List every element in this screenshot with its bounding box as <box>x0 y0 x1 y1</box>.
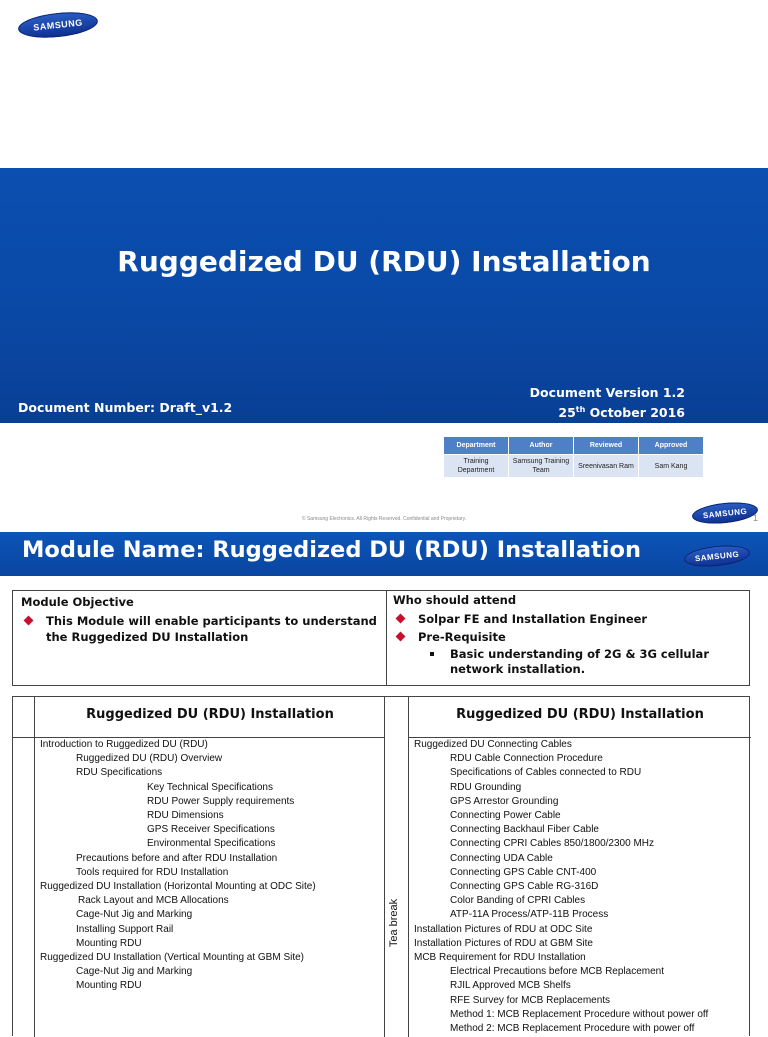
module-objective <box>21 595 381 647</box>
document-number: Document Number: Draft_v1.2 <box>18 400 233 415</box>
list-item: Mounting RDU <box>76 937 142 949</box>
list-item: RDU Cable Connection Procedure <box>450 753 603 765</box>
list-item: Ruggedized DU Installation (Horizontal Mounting at ODC Site) <box>40 881 316 893</box>
approval-header-reviewed: Reviewed <box>574 437 639 455</box>
contents-heading-right: Ruggedized DU (RDU) Installation <box>456 707 704 722</box>
table-divider <box>408 697 409 1037</box>
approval-header-approved: Approved <box>639 437 704 455</box>
attend-heading: Who should attend <box>393 593 517 607</box>
list-item: Connecting GPS Cable RG-316D <box>450 881 599 893</box>
list-item: Installation Pictures of RDU at GBM Site <box>414 937 593 949</box>
list-item: Specifications of Cables connected to RDU <box>450 767 642 779</box>
list-item: GPS Receiver Specifications <box>147 824 275 836</box>
list-item: Connecting UDA Cable <box>450 852 553 864</box>
list-item: RJIL Approved MCB Shelfs <box>450 980 571 992</box>
samsung-logo-header: SAMSUNG <box>683 543 751 570</box>
list-item: Installation Pictures of RDU at ODC Site <box>414 923 593 935</box>
list-item: Connecting GPS Cable CNT-400 <box>450 866 597 878</box>
objective-bullet: This Module will enable participants to understand the Ruggedized DU Installation <box>21 613 381 645</box>
module-title: Module Name: Ruggedized DU (RDU) Installation <box>22 537 641 563</box>
list-item: Environmental Specifications <box>147 838 276 850</box>
attend-bullet: Solpar FE and Installation Engineer <box>393 611 743 627</box>
table-divider <box>34 697 35 1037</box>
list-item: MCB Requirement for RDU Installation <box>414 952 586 964</box>
list-item: Cage-Nut Jig and Marking <box>76 966 193 978</box>
diamond-bullet-icon <box>396 632 406 642</box>
samsung-logo: SAMSUNG <box>17 9 99 41</box>
list-item: Installing Support Rail <box>76 923 174 935</box>
objective-box <box>12 590 750 686</box>
list-item: RDU Specifications <box>76 767 163 779</box>
list-item: Method 1: MCB Replacement Procedure without power off <box>450 1008 709 1020</box>
approval-cell-approved: Sam Kang <box>639 455 704 478</box>
list-item: Key Technical Specifications <box>147 781 273 793</box>
list-item: Color Banding of CPRI Cables <box>450 895 586 907</box>
diamond-bullet-icon <box>24 616 34 626</box>
list-item: RFE Survey for MCB Replacements <box>450 994 611 1006</box>
list-item: RDU Power Supply requirements <box>147 795 295 807</box>
prerequisite-item: Basic understanding of 2G & 3G cellular network installation. <box>393 647 743 677</box>
list-item: Tools required for RDU Installation <box>76 866 229 878</box>
document-date: 25th October 2016 <box>558 405 685 421</box>
list-item: Connecting Power Cable <box>450 810 561 822</box>
module-header <box>0 532 768 576</box>
list-item: Cage-Nut Jig and Marking <box>76 909 193 921</box>
document-version: Document Version 1.2 <box>529 385 685 400</box>
approval-cell-reviewed: Sreenivasan Ram <box>574 455 639 478</box>
list-item: GPS Arrestor Grounding <box>450 795 559 807</box>
approval-cell-department: Training Department <box>444 455 509 478</box>
page-number: 1 <box>753 513 759 523</box>
table-divider <box>384 697 385 1037</box>
list-item: Ruggedized DU (RDU) Overview <box>76 753 223 765</box>
column-divider <box>386 591 387 685</box>
list-item: Ruggedized DU Installation (Vertical Mounting at GBM Site) <box>40 952 305 964</box>
approval-header-author: Author <box>509 437 574 455</box>
module-slide <box>0 532 768 1035</box>
samsung-logo-footer: SAMSUNG <box>691 500 759 527</box>
copyright-text: © Samsung Electronics. All Rights Reserved. Confidential and Proprietary. <box>301 516 467 522</box>
approval-table <box>443 436 704 478</box>
slide-title: Ruggedized DU (RDU) Installation <box>117 245 651 278</box>
list-item: RDU Dimensions <box>147 810 224 822</box>
tea-break-label: Tea break <box>388 898 400 948</box>
attend-bullet: Pre-Requisite <box>393 629 743 645</box>
list-item: RDU Grounding <box>450 781 522 793</box>
list-item: Connecting CPRI Cables 850/1800/2300 MHz <box>450 838 655 850</box>
list-item: Ruggedized DU Connecting Cables <box>414 739 572 750</box>
contents-list-left <box>40 738 380 994</box>
list-item: Electrical Precautions before MCB Replacement <box>450 966 664 978</box>
document-version-block <box>530 384 685 421</box>
list-item: Introduction to Ruggedized DU (RDU) <box>40 739 208 750</box>
list-item: Method 2: MCB Replacement Procedure with power off <box>450 1023 695 1035</box>
contents-table <box>12 696 750 1036</box>
diamond-bullet-icon <box>396 614 406 624</box>
contents-heading-left: Ruggedized DU (RDU) Installation <box>86 707 334 722</box>
approval-cell-author: Samsung Training Team <box>509 455 574 478</box>
square-bullet-icon <box>430 652 434 656</box>
list-item: Mounting RDU <box>76 980 142 992</box>
list-item: Precautions before and after RDU Installation <box>76 852 278 864</box>
list-item: ATP-11A Process/ATP-11B Process <box>450 909 609 921</box>
list-item: Rack Layout and MCB Allocations <box>78 895 229 907</box>
list-item: Connecting Backhaul Fiber Cable <box>450 824 599 836</box>
objective-heading: Module Objective <box>21 595 134 609</box>
approval-header-department: Department <box>444 437 509 455</box>
contents-list-right <box>414 738 749 1036</box>
who-should-attend <box>393 593 743 677</box>
